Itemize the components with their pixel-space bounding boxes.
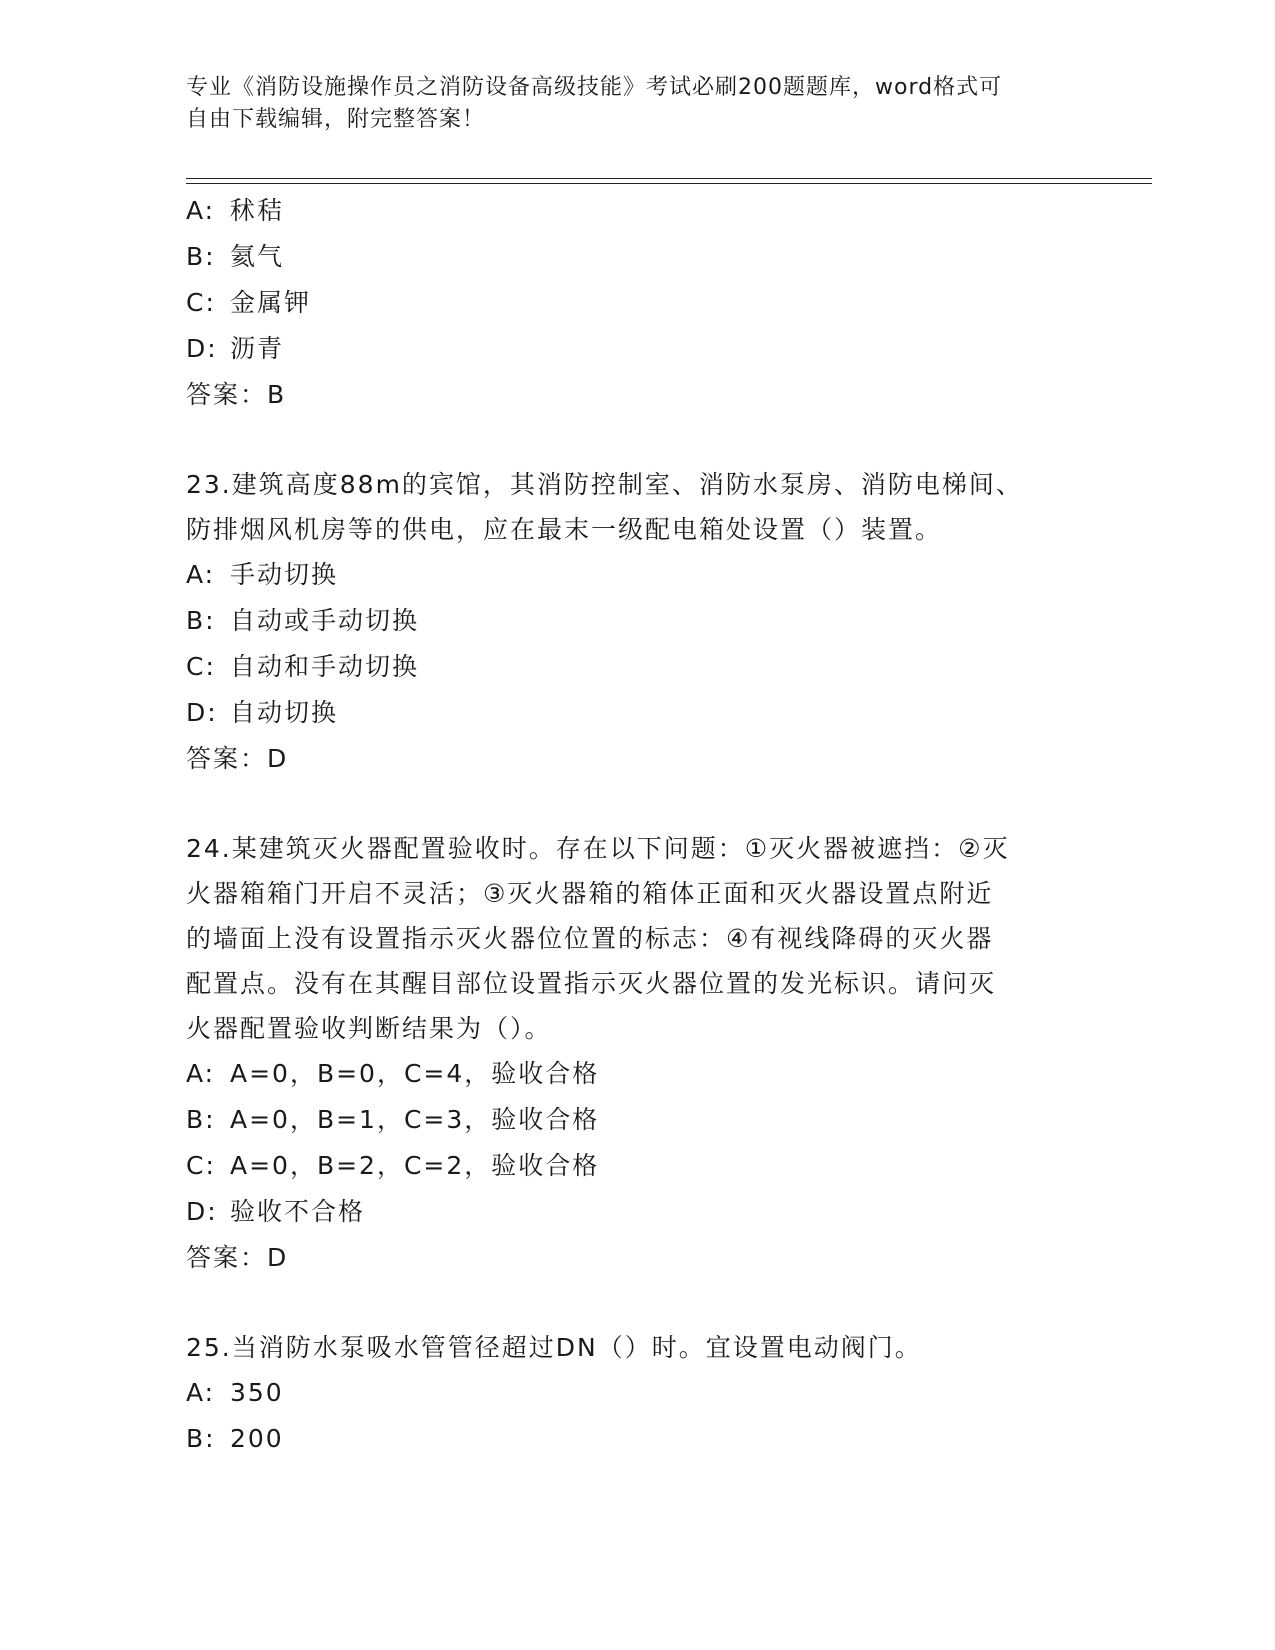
stem-line: 防排烟风机房等的供电，应在最末一级配电箱处设置（）装置。	[186, 515, 943, 544]
option-a	[186, 552, 1066, 598]
stem-line: 火器箱箱门开启不灵活；③灭火器箱的箱体正面和灭火器设置点附近	[186, 879, 994, 908]
option-text: 验收不合格	[230, 1197, 366, 1226]
option-c	[186, 1143, 1066, 1189]
option-a	[186, 188, 1066, 234]
stem-line: 24.某建筑灭火器配置验收时。存在以下问题：①灭火器被遮挡：②灭	[186, 834, 1010, 863]
option-text: A=0，B=1，C=3，验收合格	[230, 1105, 600, 1134]
answer-line: 答案：B	[186, 380, 287, 409]
document-header	[186, 72, 1086, 136]
option-a	[186, 1370, 1066, 1416]
option-text: 金属钾	[230, 288, 312, 317]
option-text: 自动切换	[230, 698, 339, 727]
document-body	[186, 188, 1066, 1462]
option-letter: C:	[186, 288, 216, 317]
option-letter: C:	[186, 1151, 216, 1180]
option-c	[186, 644, 1066, 690]
option-letter: B:	[186, 1105, 216, 1134]
option-b	[186, 1416, 1066, 1462]
option-text: 沥青	[230, 334, 285, 363]
option-letter: A:	[186, 1059, 216, 1088]
stem-line: 25.当消防水泵吸水管管径超过DN（）时。宜设置电动阀门。	[186, 1333, 922, 1362]
option-d	[186, 326, 1066, 372]
option-letter: A:	[186, 1378, 216, 1407]
option-letter: D:	[186, 698, 218, 727]
option-letter: D:	[186, 1197, 218, 1226]
header-line-1: 专业《消防设施操作员之消防设备高级技能》考试必刷200题题库，word格式可	[186, 75, 1003, 100]
option-text: A=0，B=0，C=4，验收合格	[230, 1059, 600, 1088]
option-b	[186, 234, 1066, 280]
option-text: A=0，B=2，C=2，验收合格	[230, 1151, 600, 1180]
answer-line: 答案：D	[186, 1243, 289, 1272]
option-text: 手动切换	[230, 560, 339, 589]
question-24	[186, 826, 1066, 1281]
option-d	[186, 1189, 1066, 1235]
stem-line: 的墙面上没有设置指示灭火器位位置的标志：④有视线降碍的灭火器	[186, 924, 994, 953]
option-text: 200	[230, 1424, 284, 1453]
question-23	[186, 462, 1066, 782]
stem-line: 火器配置验收判断结果为（）。	[186, 1014, 552, 1043]
stem-line: 23.建筑高度88m的宾馆，其消防控制室、消防水泵房、消防电梯间、	[186, 470, 1023, 499]
header-rule-top	[186, 178, 1152, 179]
option-text: 秫秸	[230, 196, 285, 225]
option-b	[186, 598, 1066, 644]
option-letter: B:	[186, 1424, 216, 1453]
header-line-2: 自由下载编辑，附完整答案！	[186, 107, 486, 132]
option-text: 350	[230, 1378, 284, 1407]
question-stem	[186, 826, 1066, 1051]
question-22-continued	[186, 188, 1066, 418]
option-d	[186, 690, 1066, 736]
question-25	[186, 1325, 1066, 1462]
option-letter: D:	[186, 334, 218, 363]
answer-line: 答案：D	[186, 744, 289, 773]
option-b	[186, 1097, 1066, 1143]
option-text: 自动或手动切换	[230, 606, 420, 635]
question-stem	[186, 462, 1066, 552]
option-text: 自动和手动切换	[230, 652, 420, 681]
option-c	[186, 280, 1066, 326]
option-letter: B:	[186, 242, 216, 271]
header-rule-bottom	[186, 183, 1152, 184]
stem-line: 配置点。没有在其醒目部位设置指示灭火器位置的发光标识。请问灭	[186, 969, 997, 998]
option-letter: A:	[186, 196, 216, 225]
option-letter: A:	[186, 560, 216, 589]
option-a	[186, 1051, 1066, 1097]
option-letter: C:	[186, 652, 216, 681]
question-stem	[186, 1325, 1066, 1370]
option-text: 氦气	[230, 242, 285, 271]
option-letter: B:	[186, 606, 216, 635]
